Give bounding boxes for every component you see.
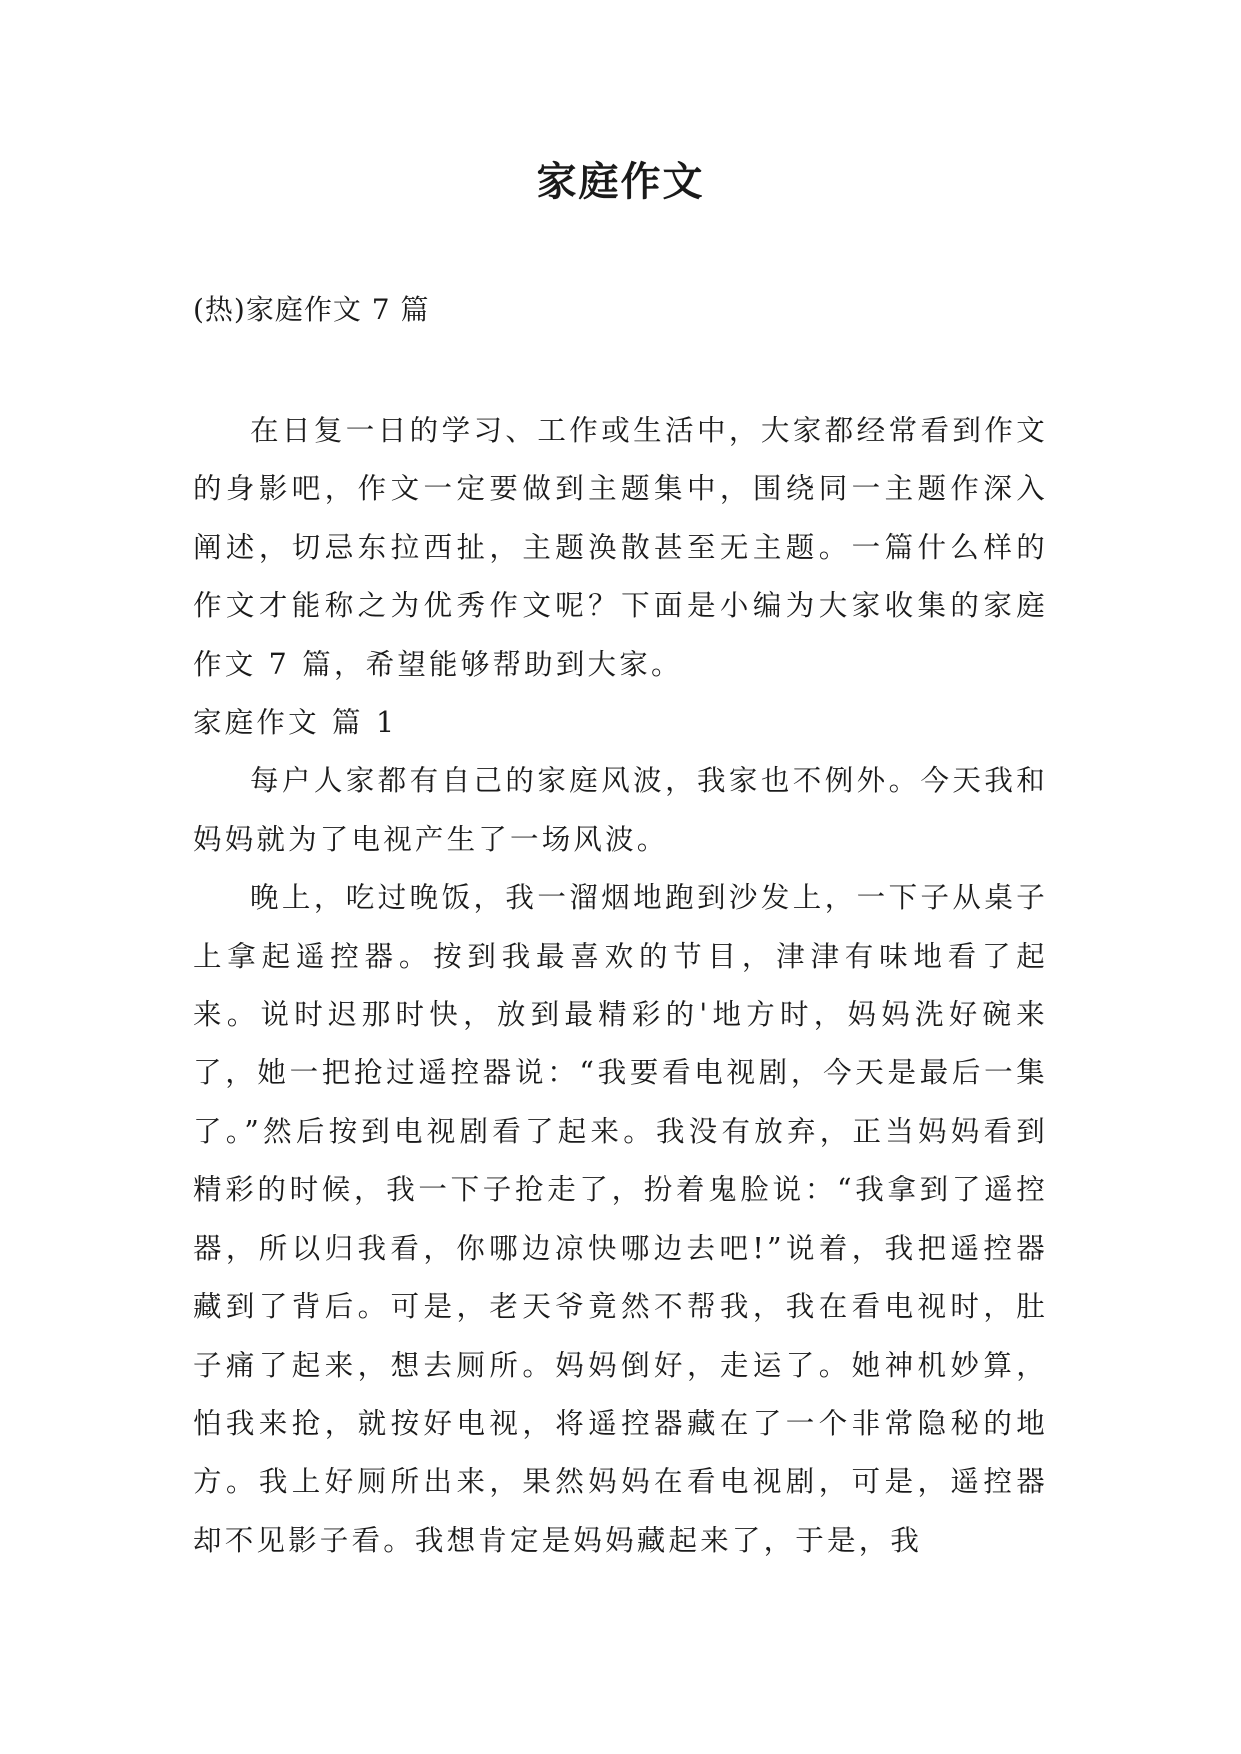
intro-paragraph: 在日复一日的学习、工作或生活中，大家都经常看到作文的身影吧，作文一定要做到主题集中，围绕同一主题作深入阐述，切忌东拉西扯，主题涣散甚至无主题。一篇什么样的作文才能称之为优秀作文呢？下面是小编为大家收集的家庭作文 7 篇，希望能够帮助到大家。	[193, 414, 1048, 681]
section-heading: 家庭作文 篇 1	[193, 706, 398, 740]
document-title: 家庭作文	[536, 158, 705, 205]
body-paragraph: 每户人家都有自己的家庭风波，我家也不例外。今天我和妈妈就为了电视产生了一场风波。	[193, 764, 1048, 856]
document-subtitle: (热)家庭作文 7 篇	[193, 293, 430, 326]
document-body	[193, 402, 1048, 1570]
body-paragraph: 晚上，吃过晚饭，我一溜烟地跑到沙发上，一下子从桌子上拿起遥控器。按到我最喜欢的节目，津津有味地看了起来。说时迟那时快，放到最精彩的'地方时，妈妈洗好碗来了，她一把抢过遥控器说：“我要看电视剧，今天是最后一集了。”然后按到电视剧看了起来。我没有放弃，正当妈妈看到精彩的时候，我一下子抢走了，扮着鬼脸说：“我拿到了遥控器，所以归我看，你哪边凉快哪边去吧!”说着，我把遥控器藏到了背后。可是，老天爷竟然不帮我，我在看电视时，肚子痛了起来，想去厕所。妈妈倒好，走运了。她神机妙算，怕我来抢，就按好电视，将遥控器藏在了一个非常隐秘的地方。我上好厕所出来，果然妈妈在看电视剧，可是，遥控器却不见影子看。我想肯定是妈妈藏起来了，于是，我	[193, 881, 1048, 1557]
